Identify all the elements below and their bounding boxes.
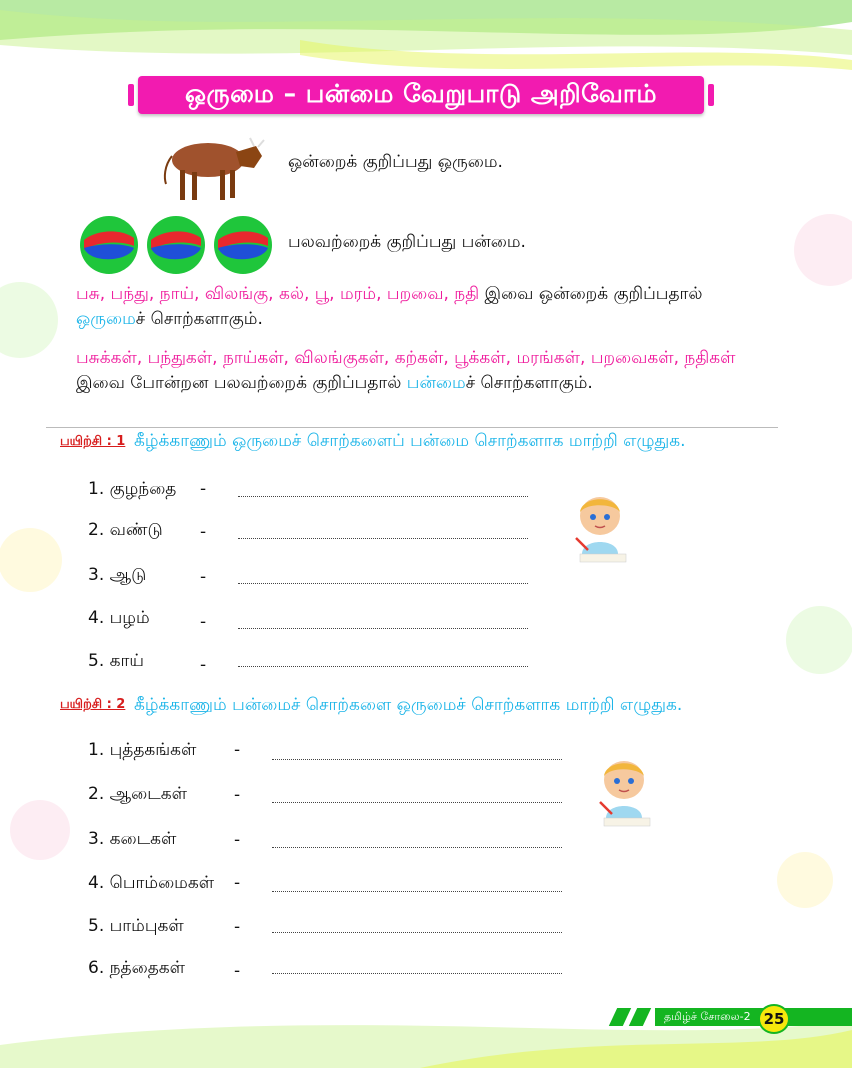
child-writing-illustration [592,758,656,832]
dash: - [234,873,241,893]
child-writing-illustration [568,494,632,568]
answer-line[interactable] [272,890,562,892]
banner-left-cap [128,84,134,106]
dash: - [234,961,241,981]
dash: - [200,655,207,675]
answer-line[interactable] [238,495,528,497]
title-banner [138,76,704,114]
answer-line[interactable] [272,801,562,803]
exercise2-instruction: கீழ்க்காணும் பன்மைச் சொற்களை ஒருமைச் சொற்களாக மாற்றி எழுதுக. [134,695,683,715]
exercise2-item: 6. நத்தைகள் [88,958,185,978]
plural-paragraph-mid: இவை போன்றன பலவற்றைக் குறிப்பதால் [76,373,407,393]
dash: - [234,785,241,805]
exercise2-item: 2. ஆடைகள் [88,784,187,804]
exercise1-item: 1. குழந்தை [88,479,177,499]
section-divider [46,427,778,428]
dash: - [200,612,207,632]
answer-line[interactable] [238,627,528,629]
answer-line[interactable] [238,537,528,539]
dash: - [234,740,241,760]
footer-book-title: தமிழ்ச் சோலை-2 [664,1010,751,1023]
dash: - [234,917,241,937]
singular-paragraph-mid: இவை ஒன்றைக் குறிப்பதால் [479,284,703,304]
exercise2-item: 1. புத்தகங்கள் [88,740,197,760]
answer-line[interactable] [238,665,528,667]
plural-word-list: பசுக்கள், பந்துகள், நாய்கள், விலங்குகள், கற்கள், பூக்கள், மரங்கள், பறவைகள், நதிகள் [76,348,736,368]
answer-line[interactable] [272,972,562,974]
ball-icon [147,216,205,274]
page-title: ஒருமை – பன்மை வேறுபாடு அறிவோம் [184,78,658,108]
singular-word-list: பசு, பந்து, நாய், விலங்கு, கல், பூ, மரம், பறவை, நதி [76,284,480,304]
singular-paragraph [76,282,776,332]
dash: - [200,567,207,587]
exercise1-item: 2. வண்டு [88,520,163,540]
plural-paragraph-end: ச் சொற்களாகும். [465,373,593,393]
answer-line[interactable] [238,582,528,584]
exercise1-item: 4. பழம் [88,608,150,628]
exercise1-item: 3. ஆடு [88,565,147,585]
ball-icon [214,216,272,274]
exercise2-label: பயிற்சி : 2 [60,697,126,712]
answer-line[interactable] [272,846,562,848]
plural-definition: பலவற்றைக் குறிப்பது பன்மை. [288,232,526,252]
plural-keyword: பன்மை [406,373,466,393]
answer-line[interactable] [272,758,562,760]
exercise1-item: 5. காய் [88,651,144,671]
page-number: 25 [758,1004,790,1034]
exercise1-label: பயிற்சி : 1 [60,434,126,449]
balls-illustration [78,214,278,276]
answer-line[interactable] [272,931,562,933]
ball-icon [80,216,138,274]
singular-paragraph-end: ச் சொற்களாகும். [135,309,263,329]
exercise1-instruction: கீழ்க்காணும் ஒருமைச் சொற்களைப் பன்மை சொற்களாக மாற்றி எழுதுக. [134,431,686,451]
singular-definition: ஒன்றைக் குறிப்பது ஒருமை. [288,152,503,172]
dash: - [200,479,207,499]
exercise2-item: 4. பொம்மைகள் [88,873,215,893]
exercise2-item: 5. பாம்புகள் [88,916,184,936]
singular-keyword: ஒருமை [76,309,136,329]
banner-right-cap [708,84,714,106]
dash: - [234,830,241,850]
exercise2-item: 3. கடைகள் [88,829,177,849]
cow-illustration [158,126,270,204]
dash: - [200,522,207,542]
plural-paragraph [76,346,776,396]
